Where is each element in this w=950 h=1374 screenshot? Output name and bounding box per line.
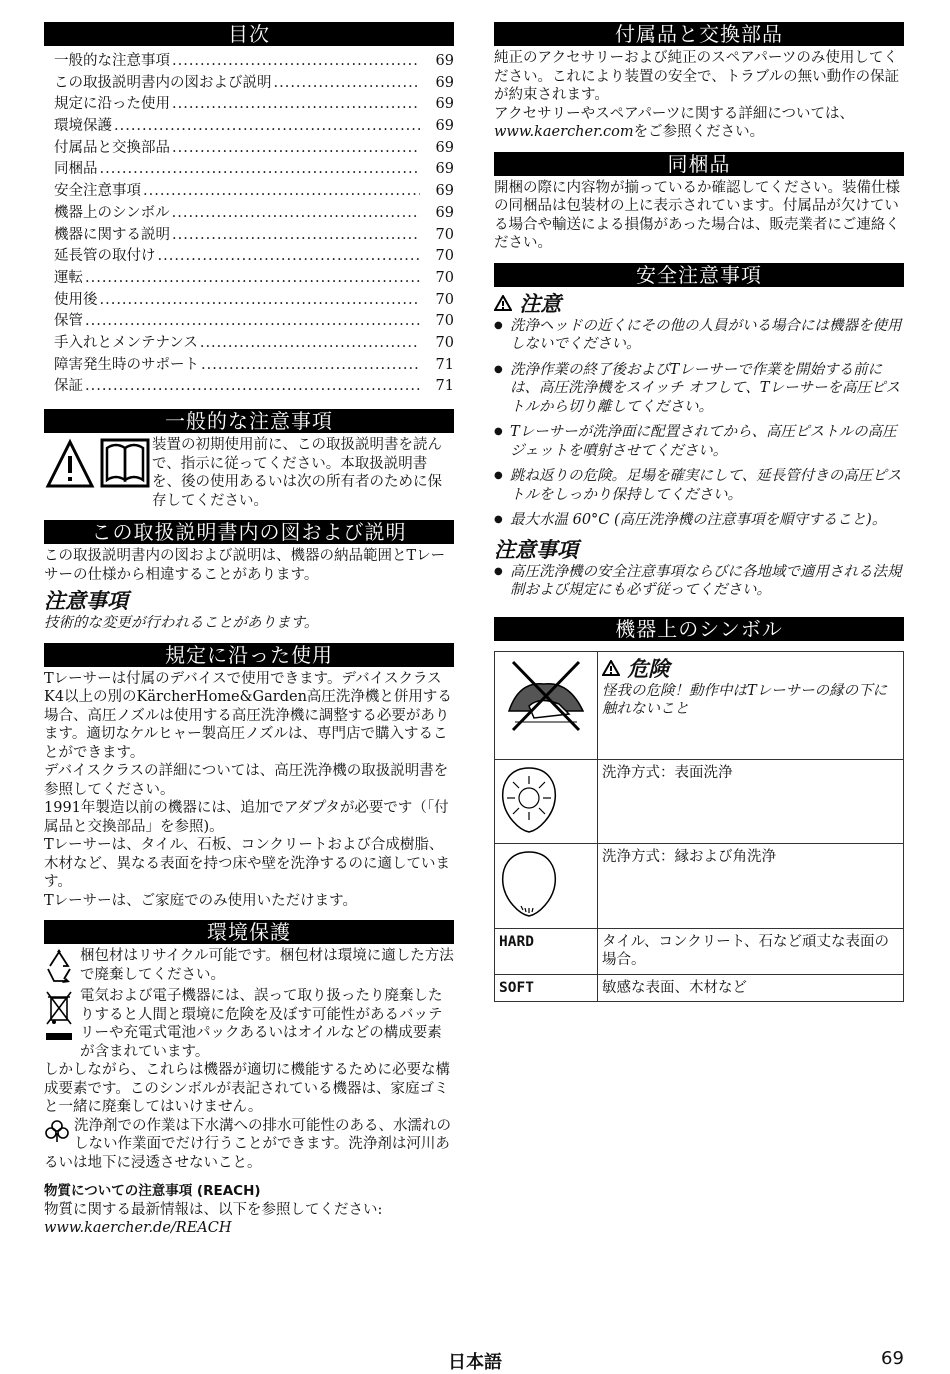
reach-heading: 物質についての注意事項 (REACH) [44,1183,261,1199]
soft-text: 敏感な表面、木材など [598,974,904,1002]
crossed-bin-icon [44,989,74,1045]
detergent-text: 洗浄剤での作業は下水溝への排水可能性のある、水濡れのしない作業面でだけ行うことができます。洗浄剤は河川あるいは地下に浸透させないこと。 [44,1117,451,1171]
toc-row[interactable] [54,95,454,117]
safety-note-bullet: ● 高圧洗浄機の安全注意事項ならびに各地域で適用される法規制および規定にも必ず従ってください。 [494,563,904,600]
intended-use-paragraph: Tレーサーは、ご家庭でのみ使用いただけます。 [44,892,358,909]
toc-title: 付属品と交換部品 [54,139,170,156]
toc-title: 一般的な注意事項 [54,53,170,69]
toc-page: 69 [435,161,454,178]
recycle-text: 梱包材はリサイクル可能です。梱包材は環境に適した方法で廃棄してください。 [80,948,454,983]
accessories-text-2-post: をご参照ください。 [633,124,765,140]
soft-label: SOFT [495,974,598,1002]
warning-book-icons [44,436,152,510]
safety-bullet: ● 跳ね返りの危険。足場を確実にして、延長管付きの高圧ピストルをしっかり保持してください。 [494,467,904,504]
reach-text: 物質に関する最新情報は、以下を参照してください: [44,1201,383,1218]
safety-bullet: ● 洗浄作業の終了後およびTレーサーで作業を開始する前には、高圧洗浄機をスイッチ オフして、Tレーサーを高圧ピストルから切り離してください。 [494,361,904,417]
warning-icon [494,295,512,311]
toc-row[interactable] [54,226,454,248]
toc-list [54,52,454,399]
general-block [44,436,454,510]
accessories-text-2-pre: アクセサリーやスペアパーツに関する詳細については、 [494,105,855,122]
toc-page: 71 [435,356,454,373]
toc-heading: 目次 [44,22,454,46]
recycle-block [44,947,454,985]
safety-bullet: ● 最大水温 60°C (高圧洗浄機の注意事項を順守すること)。 [494,511,904,530]
left-column [44,22,454,1238]
toc-title: 同梱品 [54,161,98,178]
environment-heading: 環境保護 [44,920,454,944]
danger-text: 怪我の危険！動作中はTレーサーの縁の下に触れないこと [602,682,888,717]
toc-title: この取扱説明書内の図および説明 [54,74,272,91]
surface-text: 洗浄方式：表面洗浄 [598,759,904,844]
toc-row[interactable] [54,74,454,96]
intended-use-paragraph: Tレーサーは、タイル、石板、コンクリートおよび合成樹脂、木材など、異なる表面を持つ床や壁を洗浄するのに適しています。 [44,837,450,890]
symbols-table [494,651,904,1003]
safety-bullets [494,317,904,530]
detergent-block [44,1117,454,1173]
toc-dots [201,356,420,375]
toc-row[interactable] [54,312,454,334]
symbol-row-hard [495,928,904,974]
safety-note-title: 注意事項 [494,536,578,562]
danger-title [602,656,899,682]
toc-dots [143,182,420,201]
accessories-heading: 付属品と交換部品 [494,22,904,46]
toc-dots [85,269,420,288]
footer-page-number: 69 [881,1348,904,1369]
toc-page: 69 [435,53,454,69]
weee-text-2: しかしながら、これらは機器が適切に機能するために必要な構成要素です。このシンボルが表記されている機器は、家庭ゴミと一緒に廃棄してはいけません。 [44,1062,450,1115]
symbol-row-danger [495,651,904,759]
symbols-heading: 機器上のシンボル [494,617,904,641]
figures-heading: この取扱説明書内の図および説明 [44,520,454,544]
toc-dots [100,160,421,179]
scope-text: 開梱の際に内容物が揃っているか確認してください。装備仕様の同梱品は包装材の上に表示されています。付属品が欠けている場合や輸送による損傷があった場合は、販売業者にご連絡ください。 [494,179,900,251]
toc-page: 70 [435,291,454,308]
intended-use-paragraph: 1991年製造以前の機器には、追加でアダプタが必要です（「付属品と交換部品」を参照)。 [44,800,449,835]
safety-caution-title [494,291,904,317]
toc-dots [100,291,421,310]
surface-cleaning-icon [499,764,559,834]
toc-dots [172,95,420,114]
edge-cleaning-icon [499,848,559,918]
toc-title: 安全注意事項 [54,183,141,200]
scope-heading: 同梱品 [494,152,904,176]
intended-use-paragraph: Tレーサーは付属のデバイスで使用できます。デバイスクラスK4以上の別のKärcherHome&Garden高圧洗浄機と併用する場合、高圧ノズルは使用する高圧洗浄機に調整する必要があります。適切なケルヒャー製高圧ノズルは、専門店で購入することができます。 [44,670,452,761]
weee-text: 電気および電子機器には、誤って取り扱ったり廃棄したりすると人間と環境に危険を及ぼす可能性があるバッテリーや充電式電池パックあるいはオイルなどの構成要素が含まれています。 [80,988,443,1060]
no-hands-icon [499,656,593,736]
intended-use-paragraphs [44,670,454,911]
toc-title: 障害発生時のサポート [54,356,199,373]
toc-page: 71 [435,378,454,395]
toc-row[interactable] [54,160,454,182]
toc-title: 保証 [54,378,83,395]
toc-title: 手入れとメンテナンス [54,334,198,351]
toc-row[interactable] [54,334,454,356]
recycle-icon [44,949,74,985]
intended-use-heading: 規定に沿った使用 [44,643,454,667]
symbol-row-soft [495,974,904,1002]
toc-title: 運転 [54,269,83,286]
toc-dots [172,139,420,158]
weee-block [44,987,454,1061]
toc-dots [172,226,420,245]
footer-language: 日本語 [448,1352,502,1373]
toc-page: 70 [435,226,454,243]
safety-note-bullets [494,563,904,600]
reach-url[interactable]: www.kaercher.de/REACH [44,1220,232,1236]
toc-row[interactable] [54,269,454,291]
toc-title: 使用後 [54,291,98,308]
edge-text: 洗浄方式：縁および角洗浄 [598,844,904,929]
toc-row[interactable] [54,377,454,399]
toc-page: 69 [435,139,454,156]
toc-dots [172,204,420,223]
water-protection-icon [44,1119,70,1143]
figures-note-title: 注意事項 [44,588,128,613]
toc-dots [114,117,420,136]
toc-row[interactable] [54,291,454,313]
toc-title: 保管 [54,313,83,330]
toc-title: 規定に沿った使用 [54,96,170,113]
figures-text: この取扱説明書内の図および説明は、機器の納品範囲とTレーサーの仕様から相違することがあります。 [44,548,446,583]
toc-page: 70 [435,313,454,330]
symbol-cell-danger [495,651,598,759]
safety-bullet: ● Tレーサーが洗浄面に配置されてから、高圧ピストルの高圧ジェットを噴射させてください。 [494,423,904,460]
toc-dots [200,334,420,353]
toc-dots [85,377,420,396]
symbol-row-edge [495,844,904,929]
toc-page: 70 [435,334,454,351]
toc-row[interactable] [54,247,454,269]
toc-row[interactable] [54,52,454,74]
toc-dots [158,247,421,266]
toc-title: 機器に関する説明 [54,226,170,243]
toc-row[interactable] [54,356,454,378]
general-text: 装置の初期使用前に、この取扱説明書を読んで、指示に従ってください。本取扱説明書を、後の使用あるいは次の所有者のために保存してください。 [152,437,442,509]
symbol-row-surface [495,759,904,844]
hard-text: タイル、コンクリート、石など頑丈な表面の場合。 [598,928,904,974]
toc-page: 70 [435,248,454,265]
toc-page: 69 [435,204,454,221]
toc-page: 69 [435,96,454,113]
symbol-cell-edge [495,844,598,929]
toc-page: 69 [435,74,454,91]
warning-triangle-book-icon [44,436,152,498]
general-heading: 一般的な注意事項 [44,409,454,433]
danger-warning-icon [602,660,620,676]
safety-bullet: ● 洗浄ヘッドの近くにその他の人員がいる場合には機器を使用しないでください。 [494,317,904,354]
accessories-url[interactable]: www.kaercher.com [494,124,634,140]
intended-use-paragraph: デバイスクラスの詳細については、高圧洗浄機の取扱説明書を参照してください。 [44,763,449,798]
toc-title: 環境保護 [54,118,112,135]
toc-page: 70 [435,269,454,286]
toc-page: 69 [435,118,454,135]
toc-dots [274,74,421,93]
right-column [494,22,904,1002]
symbol-danger-desc [598,651,904,759]
accessories-text-2 [494,105,904,142]
toc-dots [172,52,420,71]
toc-page: 69 [435,183,454,200]
hard-label: HARD [495,928,598,974]
figures-note-text: 技術的な変更が行われることがあります。 [44,615,319,631]
symbol-cell-surface [495,759,598,844]
danger-title-label: 危険 [627,655,670,681]
toc-row[interactable] [54,204,454,226]
toc-row[interactable] [54,117,454,139]
toc-title: 延長管の取付け [54,248,156,265]
safety-heading: 安全注意事項 [494,263,904,287]
accessories-text-1: 純正のアクセサリーおよび純正のスペアパーツのみ使用してください。これにより装置の安全で、トラブルの無い動作の保証が約束されます。 [494,50,900,103]
toc-title: 機器上のシンボル [54,204,170,221]
safety-caution-label: 注意 [519,290,562,316]
toc-row[interactable] [54,139,454,161]
toc-dots [85,312,420,331]
toc-row[interactable] [54,182,454,204]
